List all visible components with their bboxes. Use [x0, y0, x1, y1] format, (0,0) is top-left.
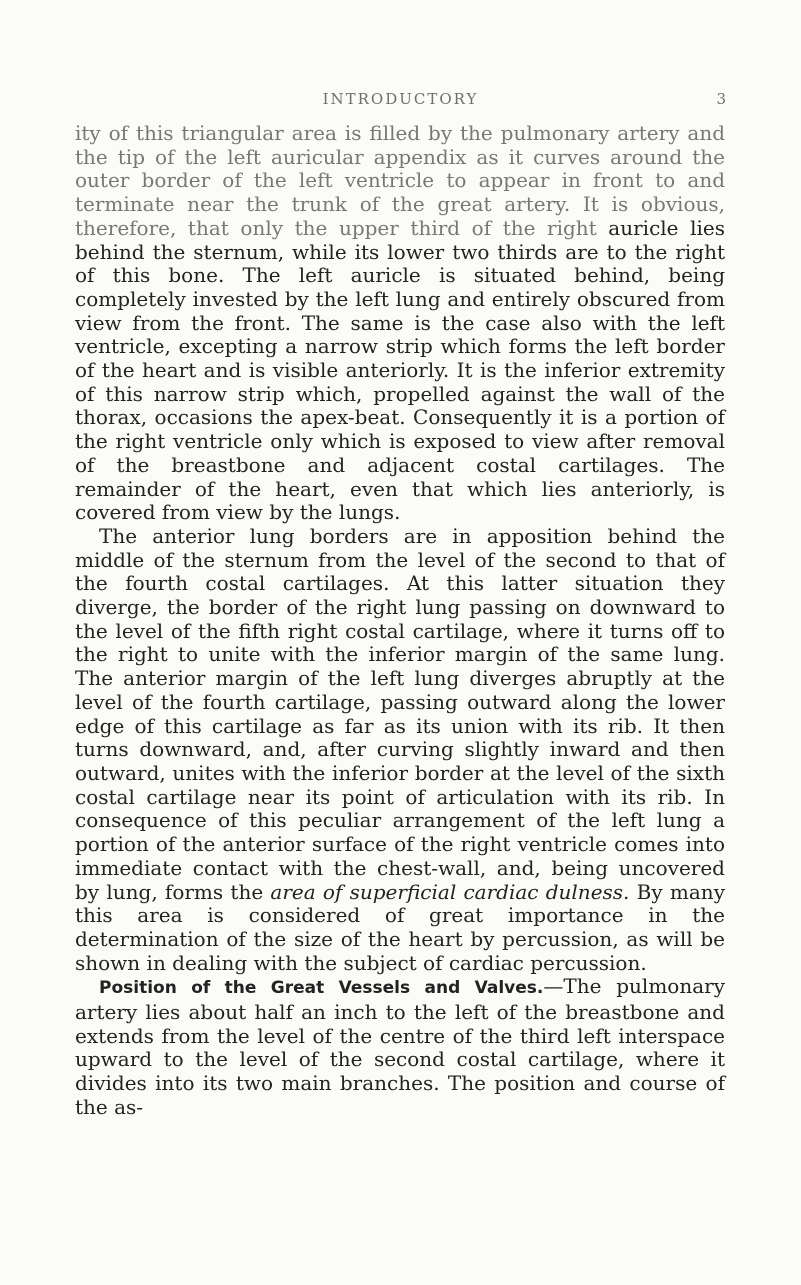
section-heading: Position of the Great Vessels and Valves. — [99, 978, 544, 999]
page-header — [0, 90, 801, 114]
paragraph-2-italic-term: area of superficial cardiac dulness. — [270, 879, 630, 904]
paragraph-2-text-end: By many this area is considered of great importance in the determination of the size of the heart by percussion, as will be shown in dealing with the subject of cardiac percussion. — [75, 879, 725, 975]
running-head: INTRODUCTORY — [322, 90, 479, 108]
body-text — [75, 122, 725, 1120]
paragraph-3-text: —The pulmonary artery lies about half an inch to the left of the breastbone and extends from the level of the centre of the third left interspace upward to the level of the second costal cartilage, where it divides into its two main branches. The position and course of the as- — [75, 974, 725, 1119]
page-number: 3 — [716, 90, 726, 108]
paragraph-2-text-start: The anterior lung borders are in apposition behind the middle of the sternum from the level of the second to that of the fourth costal cartilages. At this latter situation they diverge, the border of the right lung passing on downward to the level of the fifth right costal cartilage, where it turns off to the right to unite with the inferior margin of the same lung. The anterior margin of the left lung diverges abruptly at the level of the fourth cartilage, passing outward along the lower edge of this cartilage as far as its union with its rib. It then turns downward, and, after curving slightly inward and then outward, unites with the inferior border at the level of the sixth costal cartilage near its point of articulation with its rib. In consequence of this peculiar arrangement of the left lung a portion of the anterior surface of the right ventricle comes into immediate contact with the chest-wall, and, being uncovered by lung, forms the — [75, 523, 725, 904]
paragraph-3 — [75, 975, 725, 1119]
paragraph-1-text: auricle lies behind the sternum, while its lower two thirds are to the right of this bone. The left auricle is situated behind, being completely invested by the left lung and entirely obscured from view from the front. The same is the case also with the left ventricle, excepting a narrow strip which forms the left border of the heart and is visible anteriorly. It is the inferior extremity of this narrow strip which, propelled against the wall of the thorax, occasions the apex-beat. Consequently it is a portion of the right ventricle only which is exposed to view after removal of the breastbone and adjacent costal cartilages. The remainder of the heart, even that which lies anteriorly, is covered from view by the lungs. — [75, 215, 725, 525]
paragraph-1 — [75, 122, 725, 525]
paragraph-1-faded-text: ity of this triangular area is filled by the pulmonary artery and the tip of the left auricular appendix as it curves around the outer border of the left ventricle to appear in front to and terminate near the trunk of the great artery. It is obvious, therefore, that only the upper third of the right — [75, 121, 725, 240]
paragraph-2 — [75, 525, 725, 975]
